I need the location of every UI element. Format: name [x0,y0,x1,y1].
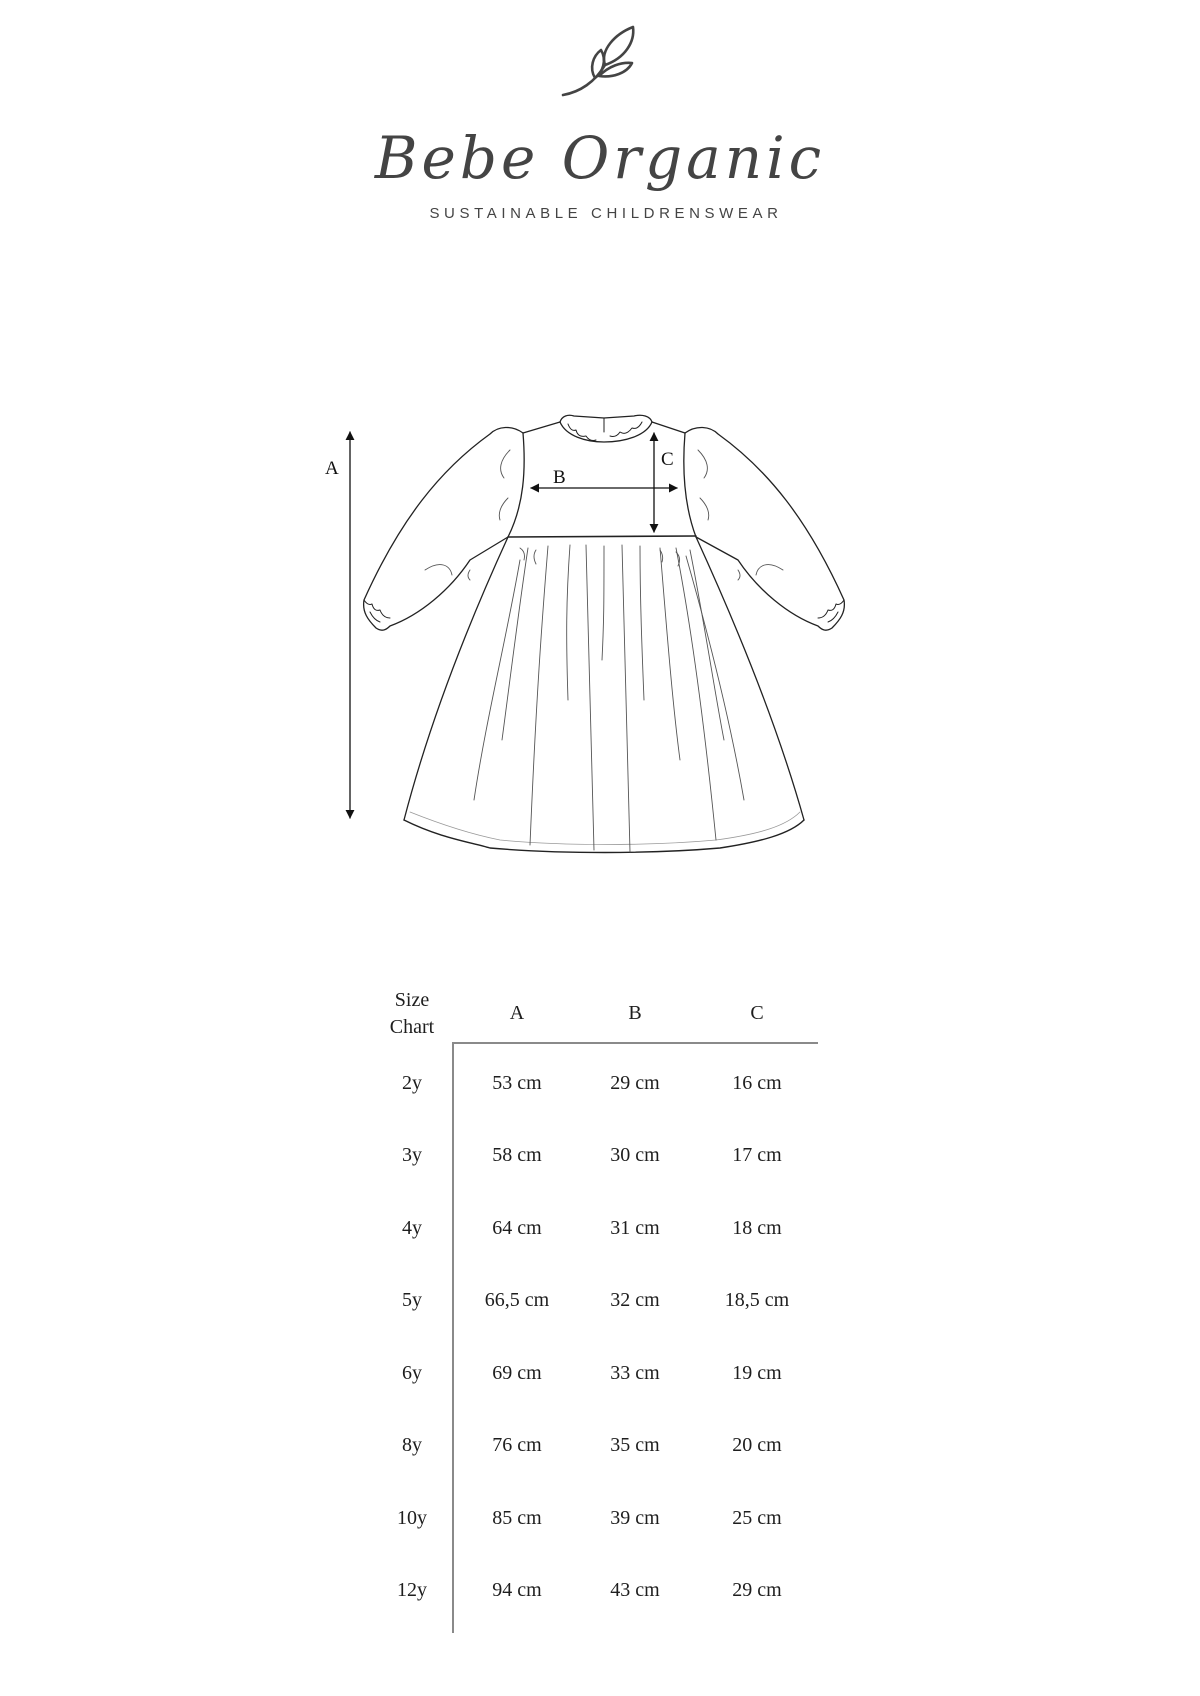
measurement-a-cell: 94 cm [492,1579,542,1601]
measurement-b-cell: 29 cm [610,1072,660,1094]
size-cell: 2y [402,1072,422,1094]
measurement-c-cell: 29 cm [732,1579,782,1601]
measurement-a-cell: 69 cm [492,1362,542,1384]
header-divider [453,1042,818,1044]
dimension-label-a: A [325,458,339,479]
dimension-label-b: B [553,467,566,488]
size-cell: 6y [402,1362,422,1384]
brand-tagline: SUSTAINABLE CHILDRENSWEAR [429,205,783,222]
size-chart-title-line2: Chart [389,1016,435,1038]
measurement-b-cell: 32 cm [610,1289,660,1311]
measurement-c-cell: 18,5 cm [724,1289,790,1311]
measurement-c-cell: 16 cm [732,1072,782,1094]
measurement-a-cell: 58 cm [492,1144,542,1166]
measurement-c-cell: 18 cm [732,1217,782,1239]
column-header-b: B [628,1002,642,1024]
measurement-a-cell: 76 cm [492,1434,542,1456]
measurement-b-cell: 33 cm [610,1362,660,1384]
measurement-a-cell: 53 cm [492,1072,542,1094]
measurement-a-cell: 66,5 cm [484,1289,550,1311]
measurement-a-cell: 85 cm [492,1507,542,1529]
column-header-a: A [509,1002,525,1024]
measurement-a-cell: 64 cm [492,1217,542,1239]
measurement-c-cell: 17 cm [732,1144,782,1166]
measurement-c-cell: 19 cm [732,1362,782,1384]
measurement-c-cell: 20 cm [732,1434,782,1456]
measurement-b-cell: 39 cm [610,1507,660,1529]
dress-measurement-diagram [300,400,900,860]
column-header-c: C [750,1002,764,1024]
size-chart-title-line1: Size [394,989,430,1011]
measurement-b-cell: 31 cm [610,1217,660,1239]
size-cell: 10y [397,1507,427,1529]
measurement-b-cell: 30 cm [610,1144,660,1166]
size-cell: 5y [402,1289,422,1311]
size-cell: 4y [402,1217,422,1239]
leaf-sprig-icon [555,20,645,105]
measurement-c-cell: 25 cm [732,1507,782,1529]
size-cell: 3y [402,1144,422,1166]
measurement-b-cell: 43 cm [610,1579,660,1601]
dress-illustration [300,400,900,860]
dimension-label-c: C [661,449,674,470]
size-column-divider [452,1042,454,1633]
measurement-b-cell: 35 cm [610,1434,660,1456]
size-cell: 12y [397,1579,427,1601]
size-cell: 8y [402,1434,422,1456]
brand-name: Bebe Organic [374,124,826,192]
